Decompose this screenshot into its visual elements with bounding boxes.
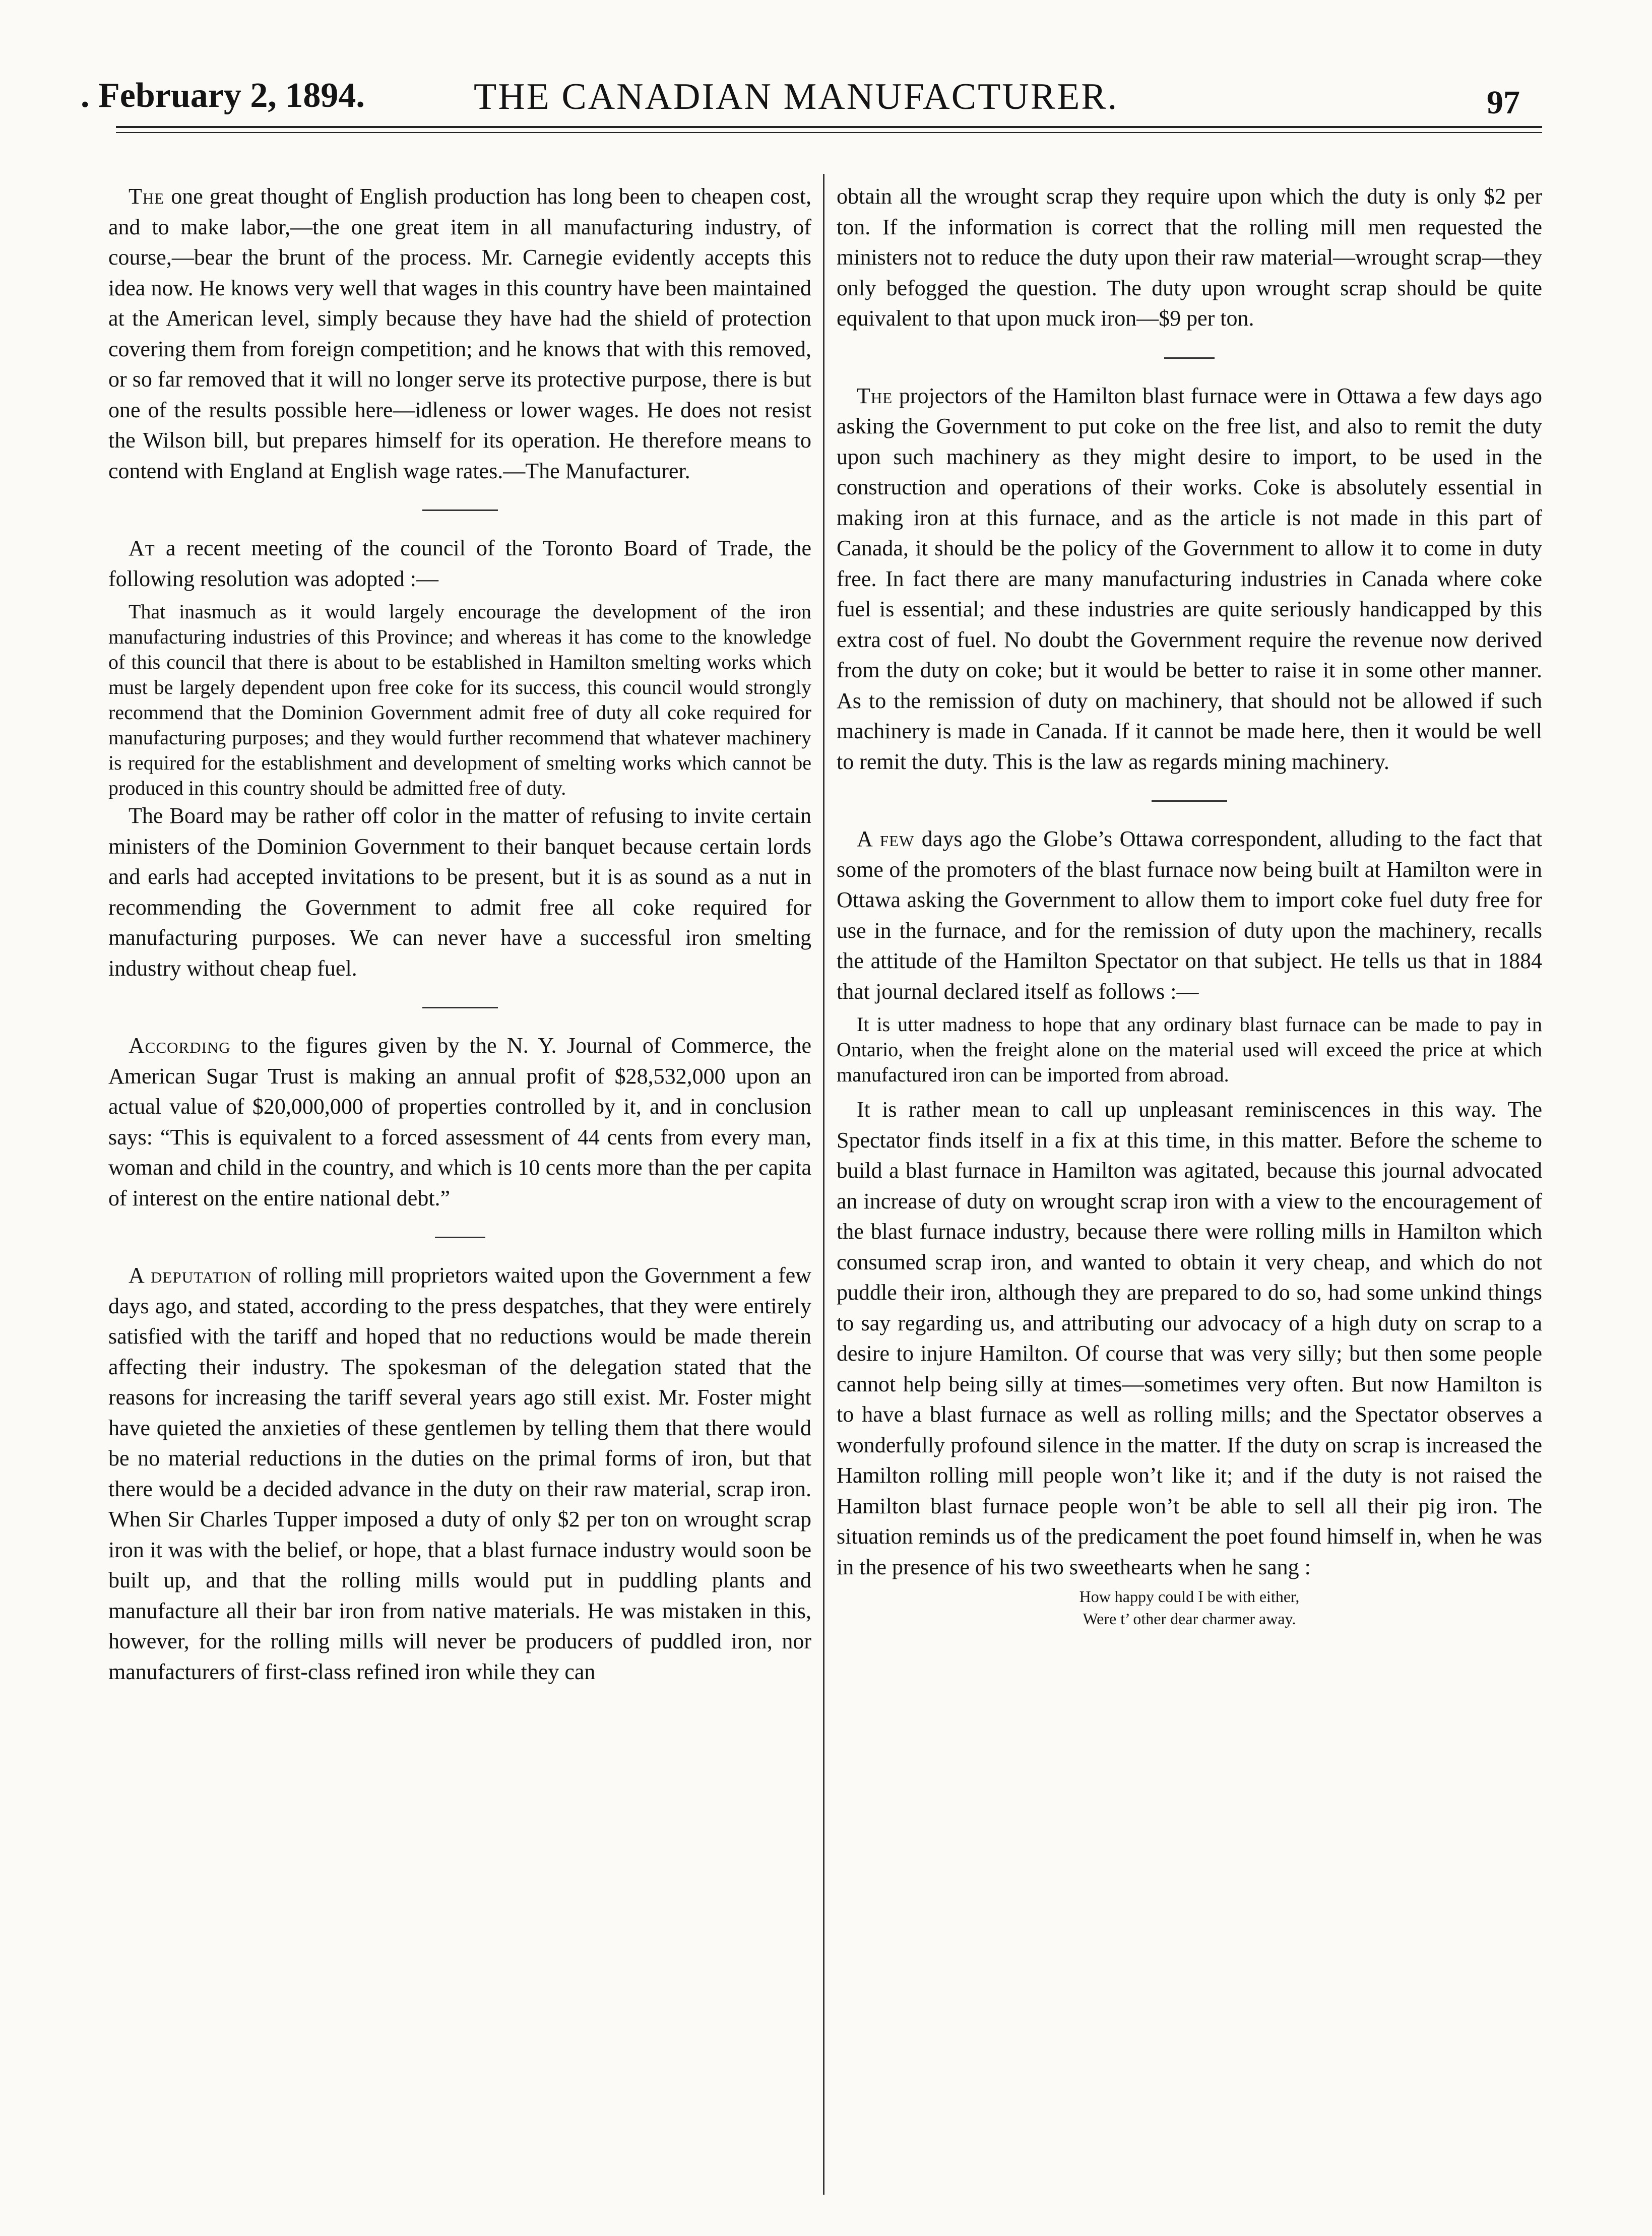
article-separator <box>1152 800 1227 802</box>
article-text: projectors of the Hamilton blast furnace were in Ottawa a few days ago asking the Government to put coke on the free list, and also to remit the duty upon such machinery as they might desire to import, to be used in the construction and operations of their works. Coke is absolutely essential in making iron at this furnace, and as the article is not made in this part of Canada, it should be the policy of the Government to allow it to come in duty free. In fact there are many manufacturing industries in Canada where coke fuel is essential; and these industries are quite seriously handicapped by this extra cost of fuel. No doubt the Government require the revenue now derived from the duty on coke; but it would be better to raise it in some other manner. As to the remission of duty on machinery, that should not be allowed if such machinery is made in Canada. If it cannot be made here, then it would be well to remit the duty. This is the law as regards mining machinery. <box>837 383 1542 774</box>
article-comment: It is rather mean to call up unpleasant reminiscences in this way. The Spectator finds itself in a fix at this time, in this matter. Before the scheme to build a blast furnace in Hamilton was agitated, because this journal advocated an increase of duty on wrought scrap iron with a view to the encouragement of the blast furnace industry, because there were rolling mills in Hamilton which consumed scrap iron, and wanted to obtain it very cheap, and which do not puddle their iron, although they are prepared to do so, had some unkind things to say regarding us, and attributing our advocacy of a high duty on scrap to a desire to injure Hamilton. Of course that was very silly; but then some people cannot help being silly at times—sometimes very often. But now Hamilton is to have a blast furnace as well as rolling mills; and the Spectator observes a wonderfully profound silence in the matter. If the duty on scrap is increased the Hamilton rolling mill people won’t like it; and if the duty is not raised the Hamilton blast furnace people won’t be able to sell all their pig iron. The situation reminds us of the predicament the poet found himself in, when he was in the presence of his two sweethearts when he sang : <box>837 1097 1542 1579</box>
lead-word: A few <box>857 826 915 851</box>
lead-word: At <box>129 536 155 560</box>
lead-word: According <box>129 1033 231 1058</box>
verse-line: Were t’ other dear charmer away. <box>1083 1610 1296 1628</box>
verse-line: How happy could I be with either, <box>1079 1587 1300 1606</box>
article-rolling-mill-deputation <box>108 1260 811 1687</box>
article-continuation: obtain all the wrought scrap they require upon which the duty is only $2 per ton. If the information is correct that the rolling mill men requested the ministers not to reduce the duty upon their raw material—wrought scrap—they only befogged the question. The duty upon wrought scrap should be quite equivalent to that upon muck iron—$9 per ton. <box>837 184 1542 331</box>
resolution-quote: That inasmuch as it would largely encourage the development of the iron manufacturing industries of this Province; and whereas it has come to the knowledge of this council that there is about to be established in Hamilton smelting works which must be largely dependent upon free coke for its success, this council would strongly recommend that the Dominion Government admit free of duty all coke required for manufacturing purposes; and they would further recommend that whatever machinery is required for the establishment and development of smelting works which cannot be produced in this country should be admitted free of duty. <box>108 600 811 799</box>
article-comment: The Board may be rather off color in the matter of refusing to invite certain ministers of the Dominion Government to their banquet because certain lords and earls had accepted invitations to be present, but it is as sound as a nut in recommending the Government to admit free all coke required for manufacturing purposes. We can never have a successful iron smelting industry without cheap fuel. <box>108 803 811 981</box>
masthead-title: THE CANADIAN MANUFACTURER. <box>474 76 1119 117</box>
article-separator <box>422 509 498 511</box>
article-separator <box>1164 357 1215 359</box>
article-board-of-trade <box>108 533 811 594</box>
spectator-quote: It is utter madness to hope that any ordinary blast furnace can be made to pay in Ontario, when the freight alone on the material used will exceed the price at which manufactured iron can be imported from abroad. <box>837 1013 1542 1086</box>
issue-date: . February 2, 1894. <box>81 76 365 115</box>
lead-word: A deputation <box>129 1263 252 1288</box>
article-text: to the figures given by the N. Y. Journal of Commerce, the American Sugar Trust is making an annual profit of $28,532,000 upon an actual value of $20,000,000 of properties controlled by it, and in conclusion says: “This is equivalent to a forced assessment of 44 cents from every man, woman and child in the country, and which is 10 cents more than the per capita of interest on the entire national debt.” <box>108 1033 811 1210</box>
article-text: of rolling mill proprietors waited upon the Government a few days ago, and stated, according to the press despatches, that they were entirely satisfied with the tariff and hoped that no reductions would be made therein affecting their industry. The spokesman of the delegation stated that the reasons for increasing the tariff several years ago still exist. Mr. Foster might have quieted the anxieties of these gentlemen by telling them that there would be no material reductions in the duties on the primal forms of iron, but that there would be a decided advance in the duty on their raw material, scrap iron. When Sir Charles Tupper imposed a duty of only $2 per ton on wrought scrap iron it was with the belief, or hope, that a blast furnace industry would soon be built up, and that the rolling mills would put in puddling plants and manufacture all their bar iron from native materials. He was mistaken in this, however, for the rolling mills will never be producers of puddled iron, nor manufacturers of first-class refined iron while they can <box>108 1263 811 1684</box>
article-separator <box>422 1007 498 1008</box>
article-sugar-trust <box>108 1031 811 1213</box>
page-number: 97 <box>1487 84 1520 121</box>
column-divider <box>823 174 824 2195</box>
left-column <box>108 181 811 1687</box>
right-column <box>837 181 1542 1630</box>
article-carnegie <box>108 181 811 486</box>
lead-word: The <box>857 383 893 408</box>
lead-word: The <box>129 184 165 209</box>
article-globe-correspondent <box>837 824 1542 1007</box>
poem-verse <box>837 1585 1542 1630</box>
article-text: a recent meeting of the council of the Toronto Board of Trade, the following resolution was adopted :— <box>108 536 811 591</box>
header-rule <box>116 126 1542 128</box>
article-hamilton-blast-furnace <box>837 381 1542 778</box>
article-text: days ago the Globe’s Ottawa correspondent, alluding to the fact that some of the promoters of the blast furnace now being built at Hamilton were in Ottawa asking the Government to allow them to import coke fuel duty free for use in the furnace, and for the remission of duty upon the machinery, recalls the attitude of the Hamilton Spectator on that subject. He tells us that in 1884 that journal declared itself as follows :— <box>837 826 1542 1004</box>
header-rule-thin <box>116 132 1542 133</box>
article-text: one great thought of English production has long been to cheapen cost, and to make labor,—the one great item in all manufacturing industry, of course,—bear the brunt of the process. Mr. Carnegie evidently accepts this idea now. He knows very well that wages in this country have been maintained at the American level, simply because they have had the shield of protection covering them from foreign competition; and he knows that with this removed, or so far removed that it will no longer serve its protective purpose, there is but one of the results possible here—idleness or lower wages. He does not resist the Wilson bill, but prepares himself for its operation. He therefore means to contend with England at English wage rates.—The Manufacturer. <box>108 184 811 483</box>
article-separator <box>435 1237 485 1238</box>
